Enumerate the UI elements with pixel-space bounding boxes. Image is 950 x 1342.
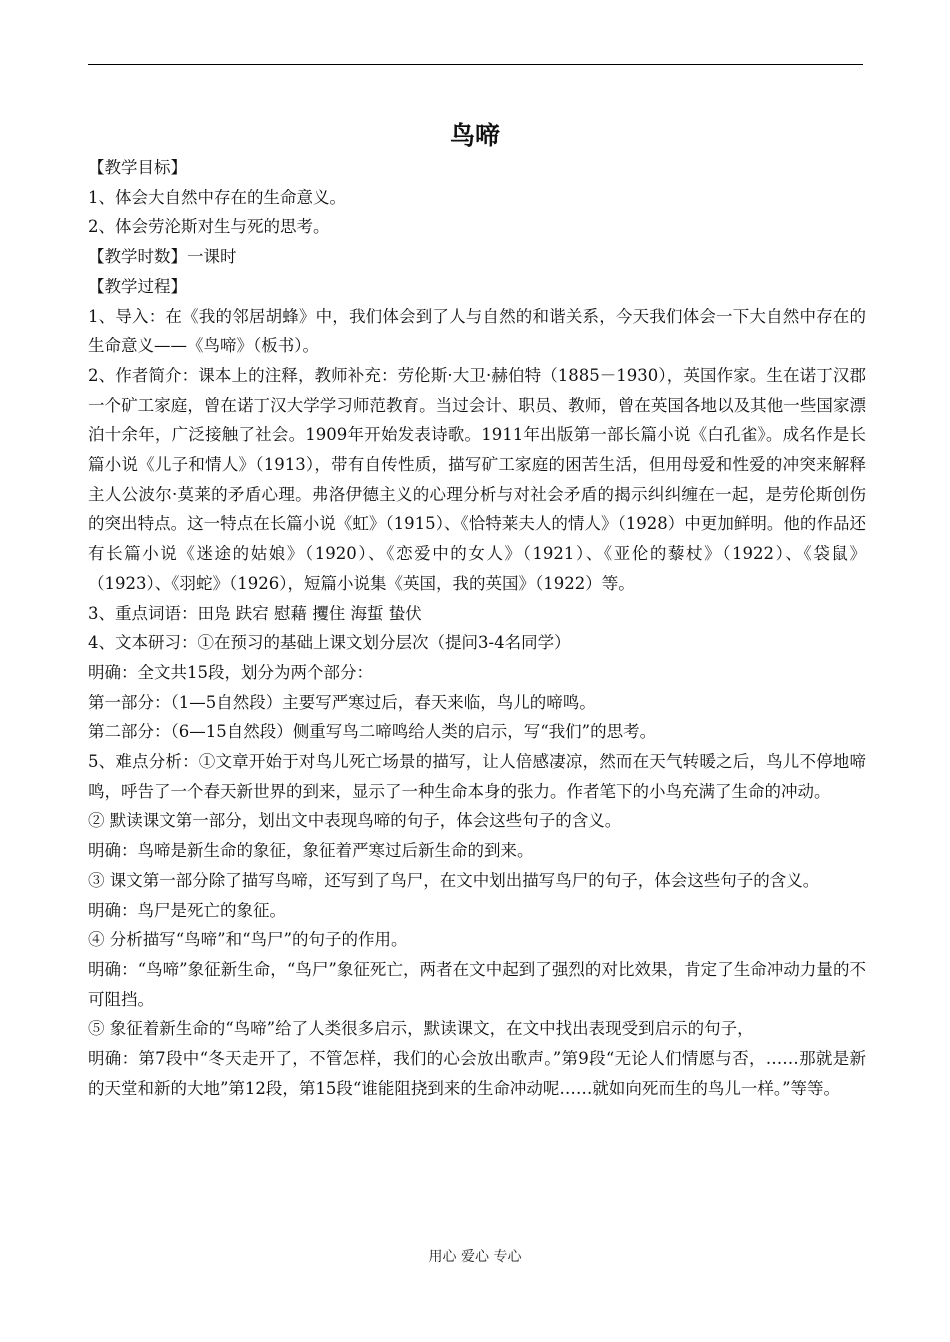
paragraph-text-study: 4、文本研习：①在预习的基础上课文划分层次（提问3-4名同学） — [88, 633, 571, 653]
header-rule — [88, 64, 863, 65]
paragraph-clarification: 明确：全文共15段，划分为两个部分： — [88, 662, 373, 682]
page-footer: 用心 爱心 专心 — [428, 1249, 522, 1265]
document-body — [88, 153, 866, 1104]
document-title: 鸟啼 — [449, 121, 500, 150]
paragraph-clarification: 明确：第7段中“冬天走开了，不管怎样，我们的心会放出歌声。”第9段“无论人们情愿与否，……那就是新的天堂和新的大地”第12段，第15段“谁能阻挠到来的生命冲动呢……就如向死而生的鸟儿一样。”等等。 — [88, 1049, 866, 1098]
paragraph-task-5: ⑤ 象征着新生命的“鸟啼”给了人类很多启示，默读课文，在文中找出表现受到启示的句子， — [88, 1019, 754, 1039]
paragraph-part-two: 第二部分：（6—15自然段）侧重写鸟二啼鸣给人类的启示，写“我们”的思考。 — [88, 722, 657, 742]
paragraph-task-3: ③ 课文第一部分除了描写鸟啼，还写到了鸟尸，在文中划出描写鸟尸的句子，体会这些句子的含义。 — [88, 870, 820, 890]
section-heading-hours: 【教学时数】一课时 — [88, 247, 237, 267]
paragraph-difficulty-analysis: 5、难点分析：①文章开始于对鸟儿死亡场景的描写，让人倍感凄凉，然而在天气转暖之后，鸟儿不停地啼鸣，呼告了一个春天新世界的到来，显示了一种生命本身的张力。作者笔下的小鸟充满了生命的冲动。 — [88, 752, 866, 801]
paragraph-author-bio: 2、作者简介：课本上的注释，教师补充：劳伦斯·大卫·赫伯特（1885－1930），英国作家。生在诺丁汉郡一个矿工家庭，曾在诺丁汉大学学习师范教育。当过会计、职员、教师，曾在英国各地以及其他一些国家漂泊十余年，广泛接触了社会。1909年开始发表诗歌。1911年出版第一部长篇小说《白孔雀》。成名作是长篇小说《儿子和情人》（1913），带有自传性质，描写矿工家庭的困苦生活，但用母爱和性爱的冲突来解释主人公波尔·莫莱的矛盾心理。弗洛伊德主义的心理分析与对社会矛盾的揭示纠纠缠在一起，是劳伦斯创伤的突出特点。这一特点在长篇小说《虹》（1915）、《恰特莱夫人的情人》（1928）中更加鲜明。他的作品还有长篇小说《迷途的姑娘》（1920）、《恋爱中的女人》（1921）、《亚伦的藜杖》（1922）、《袋鼠》（1923）、《羽蛇》（1926），短篇小说集《英国，我的英国》（1922）等。 — [88, 365, 866, 593]
paragraph-key-words: 3、重点词语：田凫 趺宕 慰藉 攫住 海蜇 蛰伏 — [88, 603, 422, 623]
paragraph-introduction: 1、导入：在《我的邻居胡蜂》中，我们体会到了人与自然的和谐关系，今天我们体会一下大自然中存在的生命意义——《鸟啼》（板书）。 — [88, 306, 866, 356]
section-heading-objectives: 【教学目标】 — [88, 158, 187, 177]
paragraph-clarification: 明确：鸟啼是新生命的象征，象征着严寒过后新生命的到来。 — [88, 841, 534, 861]
paragraph-clarification: 明确：“鸟啼”象征新生命，“鸟尸”象征死亡，两者在文中起到了强烈的对比效果，肯定了生命冲动力量的不可阻挡。 — [88, 959, 866, 1009]
paragraph-part-one: 第一部分：（1—5自然段）主要写严寒过后，春天来临，鸟儿的啼鸣。 — [88, 692, 596, 712]
objective-item: 2、体会劳沦斯对生与死的思考。 — [88, 217, 330, 237]
paragraph-task-4: ④ 分析描写“鸟啼”和“鸟尸”的句子的作用。 — [88, 930, 408, 950]
section-heading-process: 【教学过程】 — [88, 276, 187, 296]
objective-item: 1、体会大自然中存在的生命意义。 — [88, 187, 346, 207]
paragraph-clarification: 明确：鸟尸是死亡的象征。 — [88, 900, 286, 920]
paragraph-task-2: ② 默读课文第一部分，划出文中表现鸟啼的句子，体会这些句子的含义。 — [88, 811, 622, 831]
